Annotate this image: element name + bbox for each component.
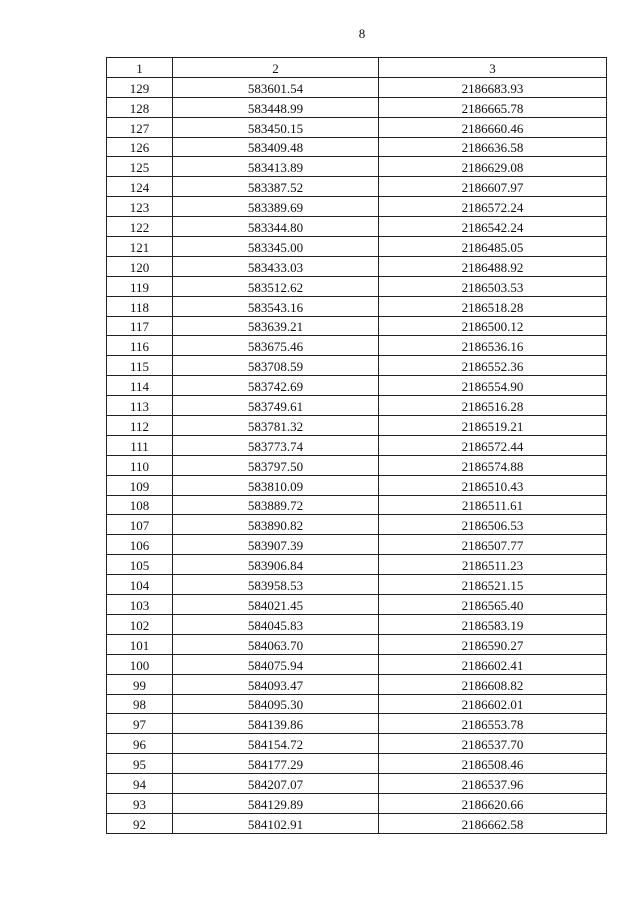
x-coordinate-cell: 584063.70 xyxy=(173,634,379,654)
x-coordinate-cell: 583773.74 xyxy=(173,435,379,455)
table-header-row xyxy=(107,58,607,78)
point-number-cell: 104 xyxy=(107,575,173,595)
point-number-cell: 119 xyxy=(107,276,173,296)
table-row xyxy=(107,97,607,117)
table-row xyxy=(107,256,607,276)
x-coordinate-cell: 584139.86 xyxy=(173,714,379,734)
x-coordinate-cell: 583450.15 xyxy=(173,117,379,137)
x-coordinate-cell: 584177.29 xyxy=(173,754,379,774)
x-coordinate-cell: 583448.99 xyxy=(173,97,379,117)
x-coordinate-cell: 584093.47 xyxy=(173,674,379,694)
table-row xyxy=(107,654,607,674)
y-coordinate-cell: 2186485.05 xyxy=(379,237,607,257)
table-row xyxy=(107,495,607,515)
y-coordinate-cell: 2186500.12 xyxy=(379,316,607,336)
point-number-cell: 116 xyxy=(107,336,173,356)
point-number-cell: 94 xyxy=(107,774,173,794)
x-coordinate-cell: 583639.21 xyxy=(173,316,379,336)
x-coordinate-cell: 583387.52 xyxy=(173,177,379,197)
point-number-cell: 92 xyxy=(107,813,173,833)
x-coordinate-cell: 583433.03 xyxy=(173,256,379,276)
point-number-cell: 102 xyxy=(107,614,173,634)
table-row xyxy=(107,634,607,654)
column-header-y: 3 xyxy=(379,58,607,78)
y-coordinate-cell: 2186683.93 xyxy=(379,77,607,97)
table-row xyxy=(107,455,607,475)
table-row xyxy=(107,316,607,336)
y-coordinate-cell: 2186574.88 xyxy=(379,455,607,475)
table-row xyxy=(107,714,607,734)
table-row xyxy=(107,555,607,575)
point-number-cell: 125 xyxy=(107,157,173,177)
y-coordinate-cell: 2186620.66 xyxy=(379,793,607,813)
table-row xyxy=(107,575,607,595)
table-row xyxy=(107,217,607,237)
point-number-cell: 105 xyxy=(107,555,173,575)
y-coordinate-cell: 2186537.70 xyxy=(379,734,607,754)
table-row xyxy=(107,117,607,137)
x-coordinate-cell: 583890.82 xyxy=(173,515,379,535)
table-row xyxy=(107,177,607,197)
x-coordinate-cell: 583958.53 xyxy=(173,575,379,595)
y-coordinate-cell: 2186607.97 xyxy=(379,177,607,197)
table-row xyxy=(107,137,607,157)
x-coordinate-cell: 584095.30 xyxy=(173,694,379,714)
point-number-cell: 99 xyxy=(107,674,173,694)
y-coordinate-cell: 2186590.27 xyxy=(379,634,607,654)
point-number-cell: 127 xyxy=(107,117,173,137)
y-coordinate-cell: 2186665.78 xyxy=(379,97,607,117)
point-number-cell: 128 xyxy=(107,97,173,117)
point-number-cell: 107 xyxy=(107,515,173,535)
y-coordinate-cell: 2186508.46 xyxy=(379,754,607,774)
point-number-cell: 106 xyxy=(107,535,173,555)
point-number-cell: 113 xyxy=(107,396,173,416)
y-coordinate-cell: 2186583.19 xyxy=(379,614,607,634)
point-number-cell: 112 xyxy=(107,416,173,436)
y-coordinate-cell: 2186552.36 xyxy=(379,356,607,376)
x-coordinate-cell: 583601.54 xyxy=(173,77,379,97)
point-number-cell: 98 xyxy=(107,694,173,714)
x-coordinate-cell: 584045.83 xyxy=(173,614,379,634)
x-coordinate-cell: 583907.39 xyxy=(173,535,379,555)
x-coordinate-cell: 583512.62 xyxy=(173,276,379,296)
x-coordinate-cell: 584154.72 xyxy=(173,734,379,754)
table-row xyxy=(107,475,607,495)
point-number-cell: 117 xyxy=(107,316,173,336)
column-header-point-number: 1 xyxy=(107,58,173,78)
coordinates-table xyxy=(106,57,607,834)
table-row xyxy=(107,595,607,615)
page-number: 8 xyxy=(358,26,366,41)
point-number-cell: 115 xyxy=(107,356,173,376)
x-coordinate-cell: 583889.72 xyxy=(173,495,379,515)
y-coordinate-cell: 2186602.01 xyxy=(379,694,607,714)
table-body xyxy=(107,77,607,833)
x-coordinate-cell: 583781.32 xyxy=(173,416,379,436)
y-coordinate-cell: 2186662.58 xyxy=(379,813,607,833)
y-coordinate-cell: 2186516.28 xyxy=(379,396,607,416)
point-number-cell: 93 xyxy=(107,793,173,813)
table-row xyxy=(107,614,607,634)
y-coordinate-cell: 2186507.77 xyxy=(379,535,607,555)
table-row xyxy=(107,396,607,416)
y-coordinate-cell: 2186506.53 xyxy=(379,515,607,535)
point-number-cell: 122 xyxy=(107,217,173,237)
y-coordinate-cell: 2186503.53 xyxy=(379,276,607,296)
point-number-cell: 121 xyxy=(107,237,173,257)
x-coordinate-cell: 583389.69 xyxy=(173,197,379,217)
x-coordinate-cell: 584102.91 xyxy=(173,813,379,833)
x-coordinate-cell: 584021.45 xyxy=(173,595,379,615)
y-coordinate-cell: 2186572.44 xyxy=(379,435,607,455)
table-row xyxy=(107,515,607,535)
x-coordinate-cell: 583742.69 xyxy=(173,376,379,396)
y-coordinate-cell: 2186511.61 xyxy=(379,495,607,515)
table-row xyxy=(107,157,607,177)
table-row xyxy=(107,416,607,436)
column-header-x: 2 xyxy=(173,58,379,78)
y-coordinate-cell: 2186636.58 xyxy=(379,137,607,157)
table-row xyxy=(107,813,607,833)
x-coordinate-cell: 584207.07 xyxy=(173,774,379,794)
table-row xyxy=(107,276,607,296)
point-number-cell: 110 xyxy=(107,455,173,475)
x-coordinate-cell: 584075.94 xyxy=(173,654,379,674)
table-row xyxy=(107,774,607,794)
y-coordinate-cell: 2186537.96 xyxy=(379,774,607,794)
point-number-cell: 118 xyxy=(107,296,173,316)
y-coordinate-cell: 2186542.24 xyxy=(379,217,607,237)
y-coordinate-cell: 2186629.08 xyxy=(379,157,607,177)
table-row xyxy=(107,336,607,356)
y-coordinate-cell: 2186519.21 xyxy=(379,416,607,436)
y-coordinate-cell: 2186536.16 xyxy=(379,336,607,356)
table-row xyxy=(107,734,607,754)
y-coordinate-cell: 2186602.41 xyxy=(379,654,607,674)
x-coordinate-cell: 583906.84 xyxy=(173,555,379,575)
point-number-cell: 123 xyxy=(107,197,173,217)
table-row xyxy=(107,435,607,455)
point-number-cell: 97 xyxy=(107,714,173,734)
table-row xyxy=(107,77,607,97)
y-coordinate-cell: 2186510.43 xyxy=(379,475,607,495)
point-number-cell: 114 xyxy=(107,376,173,396)
x-coordinate-cell: 583675.46 xyxy=(173,336,379,356)
table-row xyxy=(107,674,607,694)
y-coordinate-cell: 2186521.15 xyxy=(379,575,607,595)
point-number-cell: 96 xyxy=(107,734,173,754)
y-coordinate-cell: 2186554.90 xyxy=(379,376,607,396)
point-number-cell: 95 xyxy=(107,754,173,774)
y-coordinate-cell: 2186572.24 xyxy=(379,197,607,217)
y-coordinate-cell: 2186488.92 xyxy=(379,256,607,276)
point-number-cell: 101 xyxy=(107,634,173,654)
table-row xyxy=(107,296,607,316)
point-number-cell: 120 xyxy=(107,256,173,276)
x-coordinate-cell: 583708.59 xyxy=(173,356,379,376)
x-coordinate-cell: 583344.80 xyxy=(173,217,379,237)
point-number-cell: 111 xyxy=(107,435,173,455)
table-row xyxy=(107,793,607,813)
x-coordinate-cell: 583543.16 xyxy=(173,296,379,316)
y-coordinate-cell: 2186565.40 xyxy=(379,595,607,615)
point-number-cell: 108 xyxy=(107,495,173,515)
point-number-cell: 126 xyxy=(107,137,173,157)
x-coordinate-cell: 583749.61 xyxy=(173,396,379,416)
x-coordinate-cell: 583409.48 xyxy=(173,137,379,157)
point-number-cell: 103 xyxy=(107,595,173,615)
table-row xyxy=(107,237,607,257)
x-coordinate-cell: 583345.00 xyxy=(173,237,379,257)
x-coordinate-cell: 583797.50 xyxy=(173,455,379,475)
y-coordinate-cell: 2186553.78 xyxy=(379,714,607,734)
point-number-cell: 124 xyxy=(107,177,173,197)
y-coordinate-cell: 2186518.28 xyxy=(379,296,607,316)
point-number-cell: 100 xyxy=(107,654,173,674)
table-row xyxy=(107,356,607,376)
y-coordinate-cell: 2186511.23 xyxy=(379,555,607,575)
point-number-cell: 129 xyxy=(107,77,173,97)
table-row xyxy=(107,535,607,555)
table-row xyxy=(107,754,607,774)
table-row xyxy=(107,376,607,396)
x-coordinate-cell: 583413.89 xyxy=(173,157,379,177)
y-coordinate-cell: 2186608.82 xyxy=(379,674,607,694)
point-number-cell: 109 xyxy=(107,475,173,495)
x-coordinate-cell: 583810.09 xyxy=(173,475,379,495)
y-coordinate-cell: 2186660.46 xyxy=(379,117,607,137)
table-row xyxy=(107,197,607,217)
x-coordinate-cell: 584129.89 xyxy=(173,793,379,813)
table-row xyxy=(107,694,607,714)
